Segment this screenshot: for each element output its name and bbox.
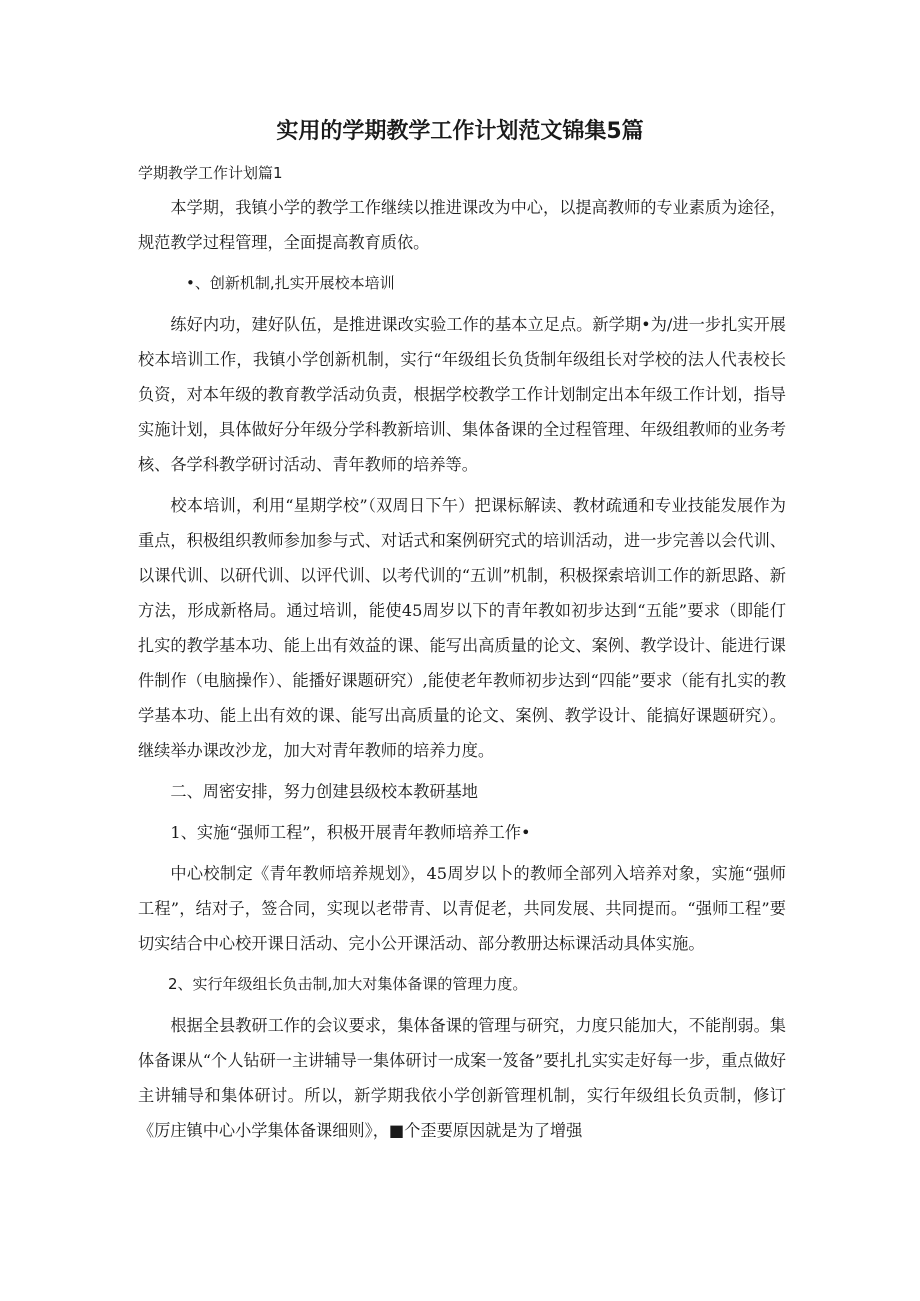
paragraph-training-mechanism: 练好内功，建好队伍，是推进课改实验工作的基本立足点。新学期•为/进一步扎实开展校本培训工作，我镇小学创新机制，实行“年级组长负货制年级组长对学校的法人代表校长负资，对本年级的教育教学活动负责，根据学校教学工作计划制定出本年级工作计划，指导实施计划，具体做好分年级分学科教新培训、集体备课的全过程管理、年级组教师的业务考核、各学科教学研讨活动、青年教师的培养等。	[138, 315, 786, 474]
subsection-heading-1: 1、实施“强师工程”，积极开展青年教师培养工作•	[170, 823, 531, 842]
subsection-heading-2: 2、实行年级组长负击制,加大对集体备课的管理力度。	[168, 975, 528, 993]
document-title: 实用的学期教学工作计划范文锦集5篇	[276, 119, 644, 144]
paragraph-collective-prep: 根据全县教研工作的会议要求，集体备课的管理与研究，力度只能加大，不能削弱。集体备课从“个人钻研一主讲辅导一集体研讨一成案一笈备”要扎扎实实走好每一步，重点做好主讲辅导和集体研讨。所以，新学期我依小学创新管理机制，实行年级组长负贡制，修订《厉庄镇中心小学集体备课细则》，■个歪要原因就是为了增强	[138, 1016, 786, 1140]
document-body	[138, 190, 786, 1154]
paragraph-strong-teacher: 中心校制定《青年教师培养规划》，45周岁以卜的教师全部列入培养对象，实施“强师工程”，结对子，签合同，实现以老带青、以青促老，共同发展、共同提而。“强师工程”要切实结合中心校开课日活动、完小公开课活动、部分教册达标课活动具体实施。	[138, 864, 786, 953]
paragraph-intro: 本学期，我镇小学的教学工作继续以推进课改为中心，以提高教师的专业素质为途径，规范教学过程管理，全面提高教育质依。	[138, 198, 786, 252]
section-heading-2: 二、周密安排，努力创建县级校本教研基地	[170, 782, 478, 801]
section-subtitle: 学期教学工作计划篇1	[138, 164, 283, 182]
section-heading-1: •、创新机制,扎实开展校本培训	[186, 274, 395, 292]
paragraph-school-training: 校本培训，利用“星期学校”（双周日下午）把课标解读、教材疏通和专业技能发展作为重点，积极组织教师参加参与式、对话式和案例研究式的培训活动，进一步完善以会代训、以课代训、以研代训、以评代训、以考代训的“五训”机制，积极探索培训工作的新思路、新方法，形成新格局。通过培训，能使45周岁以下的青年教如初步达到“五能”要求（即能仃扎实的教学基本功、能上出有效益的课、能写出高质量的论文、案例、教学设计、能进行课件制作（电脑操作）、能播好课题研究）,能使老年教师初步达到“四能”要求（能有扎实的教学基本功、能上出有效的课、能写出高质量的论文、案例、教学设计、能搞好课题研究）。继续举办课改沙龙，加大对青年教师的培养力度。	[138, 496, 786, 760]
